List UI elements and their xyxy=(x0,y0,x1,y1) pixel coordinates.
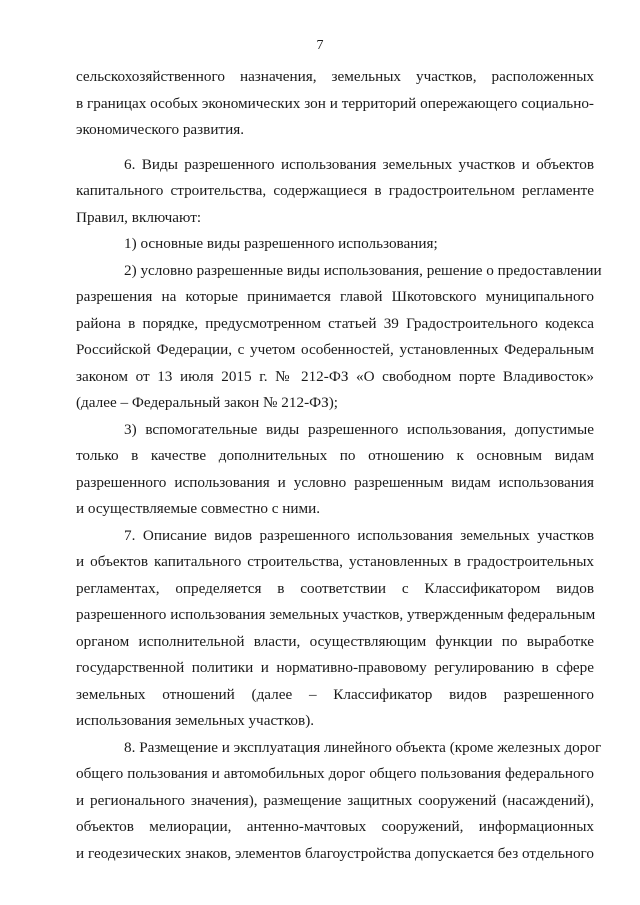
text-line: 3) вспомогательные виды разрешенного использования, допустимые xyxy=(124,420,594,438)
text-line: и регионального значения), размещение защитных сооружений (насаждений), xyxy=(76,791,594,809)
text-line: в границах особых экономических зон и территорий опережающего социально- xyxy=(76,94,594,112)
text-line: общего пользования и автомобильных дорог общего пользования федерального xyxy=(76,765,594,782)
text-line: разрешенного использования и условно разрешенным видам использования xyxy=(76,473,594,491)
text-line: и объектов капитального строительства, установленных в градостроительных xyxy=(76,553,594,570)
text-line: регламентах, определяется в соответствии с Классификатором видов xyxy=(76,579,594,597)
text-line: разрешенного использования земельных участков, утвержденным федеральным xyxy=(76,606,596,623)
text-line: использования земельных участков). xyxy=(76,712,315,729)
page-number: 7 xyxy=(316,38,324,53)
text-line: Правил, включают: xyxy=(76,208,202,226)
text-line: экономического развития. xyxy=(76,121,245,138)
text-line: законом от 13 июля 2015 г. № 212-ФЗ «О свободном порте Владивосток» xyxy=(76,367,594,385)
text-line: 2) условно разрешенные виды использования, решение о предоставлении xyxy=(124,261,602,279)
text-line: объектов мелиорации, антенно-мачтовых сооружений, информационных xyxy=(76,818,594,835)
text-line: 7. Описание видов разрешенного использования земельных участков xyxy=(124,526,594,544)
paragraph-gap xyxy=(76,144,594,152)
text-line: капитального строительства, содержащиеся в градостроительном регламенте xyxy=(76,182,594,199)
text-line: (далее – Федеральный закон № 212-ФЗ); xyxy=(76,394,339,411)
text-line: и геодезических знаков, элементов благоустройства допускается без отдельного xyxy=(76,844,594,862)
text-line: 6. Виды разрешенного использования земельных участков и объектов xyxy=(124,155,594,173)
text-line: района в порядке, предусмотренном статьей 39 Градостроительного кодекса xyxy=(76,314,594,332)
text-line: только в качестве дополнительных по отношению к основным видам xyxy=(76,447,594,464)
text-line: 8. Размещение и эксплуатация линейного объекта (кроме железных дорог xyxy=(124,738,602,756)
text-line: разрешения на которые принимается главой Шкотовского муниципального xyxy=(76,288,594,305)
text-line: органом исполнительной власти, осуществляющим функции по выработке xyxy=(76,632,594,650)
text-line: и осуществляемые совместно с ними. xyxy=(76,500,321,517)
text-line: земельных отношений (далее – Классификатор видов разрешенного xyxy=(76,685,594,703)
text-line: сельскохозяйственного назначения, земельных участков, расположенных xyxy=(76,68,594,85)
document-body xyxy=(76,64,602,867)
text-line: Российской Федерации, с учетом особенностей, установленных Федеральным xyxy=(76,341,594,358)
text-line: государственной политики и нормативно-правовому регулированию в сфере xyxy=(76,659,594,676)
text-line: 1) основные виды разрешенного использования; xyxy=(124,235,438,252)
